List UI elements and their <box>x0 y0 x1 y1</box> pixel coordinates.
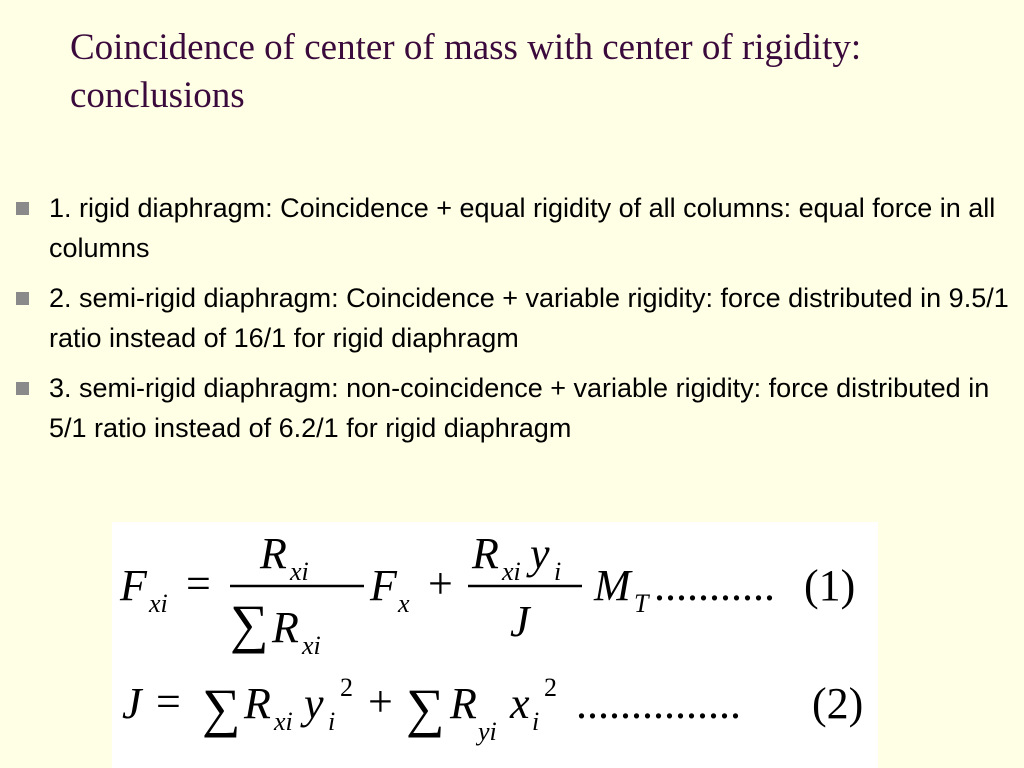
formula-1-frac2-numerator-y: y <box>530 529 550 578</box>
formula-1-lhs-subscript: xi <box>149 589 168 618</box>
formula-2-r1-subscript: xi <box>274 707 293 736</box>
formula-svg <box>112 522 878 768</box>
formula-1-sum-icon: ∑ <box>230 594 269 654</box>
formula-2-sum-icon-2: ∑ <box>406 678 445 738</box>
formula-2-x: x <box>510 679 530 728</box>
formula-1-term1-subscript: x <box>398 589 410 618</box>
formula-2-x-subscript: i <box>532 707 540 736</box>
formula-2-r1: R <box>244 679 271 728</box>
formula-1-term1: F <box>370 561 397 610</box>
formula-2-sum-icon-1: ∑ <box>202 678 241 738</box>
formula-1-plus: + <box>428 559 453 608</box>
formula-1-leader: ........... <box>654 561 775 610</box>
formula-1 <box>119 529 855 660</box>
bullet-text: 3. semi-rigid diaphragm: non-coincidence + variable rigidity: force distributed in 5/1 ratio instead of 6.2/1 for rigid diaphragm <box>49 373 990 443</box>
formula-2 <box>122 673 863 746</box>
formula-2-leader: ............... <box>576 679 741 728</box>
slide-title: Coincidence of center of mass with center of rigidity: conclusions <box>70 27 862 116</box>
formula-2-lhs: J <box>122 679 142 728</box>
bullet-item <box>14 278 1014 358</box>
formula-2-r2: R <box>450 679 477 728</box>
square-bullet-icon <box>16 202 29 215</box>
bullet-item <box>14 188 1014 268</box>
square-bullet-icon <box>16 292 29 305</box>
bullet-text: 1. rigid diaphragm: Coincidence + equal rigidity of all columns: equal force in all columns <box>49 193 996 263</box>
formula-2-plus: + <box>368 677 393 726</box>
formula-1-frac1-numerator: R <box>260 529 287 578</box>
formula-2-r2-subscript: yi <box>478 717 497 746</box>
bullet-text: 2. semi-rigid diaphragm: Coincidence + variable rigidity: force distributed in 9.5/1 ratio instead of 16/1 for rigid diaphragm <box>49 283 1009 353</box>
bullet-list <box>14 188 1014 458</box>
formula-1-term2-subscript: T <box>634 589 649 618</box>
formula-1-frac2-numerator-r-subscript: xi <box>502 557 521 586</box>
formula-1-frac2-numerator-y-subscript: i <box>554 557 562 586</box>
formula-1-frac2-numerator-r: R <box>472 529 499 578</box>
formula-1-equals: = <box>186 559 211 608</box>
formula-1-lhs: F <box>120 561 147 610</box>
formula-1-frac1-denominator-subscript: xi <box>302 631 321 660</box>
formula-2-y: y <box>304 679 324 728</box>
formula-1-number: (1) <box>804 561 856 610</box>
formula-2-number: (2) <box>812 679 864 728</box>
bullet-item <box>14 368 1014 448</box>
formula-2-y-superscript: 2 <box>340 673 353 702</box>
formula-image <box>112 522 878 768</box>
formula-1-frac1-denominator: R <box>272 603 299 652</box>
formula-1-term2: M <box>594 561 631 610</box>
formula-1-frac1-numerator-subscript: xi <box>290 557 309 586</box>
formula-2-x-superscript: 2 <box>544 673 557 702</box>
square-bullet-icon <box>16 382 29 395</box>
formula-2-equals: = <box>156 677 181 726</box>
formula-1-frac2-denominator: J <box>510 597 530 646</box>
formula-2-y-subscript: i <box>328 707 336 736</box>
